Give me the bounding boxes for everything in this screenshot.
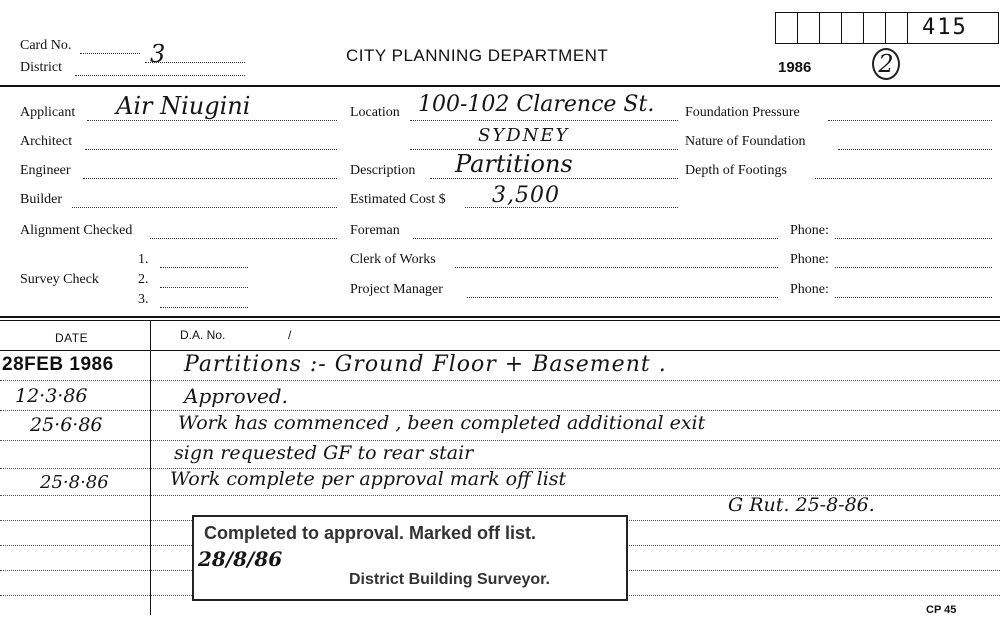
alignment-dotted-line <box>150 238 337 239</box>
log-top-divider <box>0 316 1000 318</box>
foreman-label: Foreman <box>350 223 400 238</box>
log-entry-date: 28FEB 1986 <box>2 354 114 375</box>
architect-dotted-line <box>85 149 337 150</box>
applicant-label: Applicant <box>20 105 76 120</box>
survey-check-3: 3. <box>138 292 149 307</box>
clerk-phone-label: Phone: <box>790 252 829 267</box>
engineer-dotted-line <box>83 178 337 179</box>
survey-check-1: 1. <box>138 252 149 267</box>
log-header-underline <box>0 350 1000 351</box>
pm-phone-dotted-line <box>835 297 992 298</box>
card-box-divider <box>797 12 798 43</box>
architect-label: Architect <box>20 134 73 149</box>
log-entry-text: Approved. <box>184 384 288 408</box>
survey-3-dotted-line <box>160 307 248 308</box>
description-dotted-line <box>430 178 678 179</box>
log-entry-date: 25·8·86 <box>40 472 109 493</box>
log-entry-date: 25·6·86 <box>30 414 103 436</box>
district-label: District <box>20 60 62 75</box>
form-code: CP 45 <box>926 604 957 616</box>
log-signoff: G Rut. 25-8-86. <box>728 494 875 516</box>
alignment-checked-label: Alignment Checked <box>20 223 133 238</box>
log-rule <box>0 380 1000 381</box>
builder-dotted-line <box>72 207 337 208</box>
foreman-dotted-line <box>413 238 778 239</box>
survey-check-2: 2. <box>138 272 149 287</box>
depth-of-footings-dotted-line <box>815 178 992 179</box>
stamp-line-2: District Building Surveyor. <box>349 571 550 588</box>
stamp-handwritten-date: 28/8/86 <box>198 547 283 571</box>
card-number: 415 <box>922 15 968 40</box>
foreman-phone-dotted-line <box>835 238 992 239</box>
builder-label: Builder <box>20 192 62 207</box>
depth-of-footings-label: Depth of Footings <box>685 163 787 178</box>
log-entry-text: Partitions :- Ground Floor + Basement . <box>184 352 667 377</box>
nature-of-foundation-dotted-line <box>838 149 992 150</box>
log-entry-date: 12·3·86 <box>15 385 88 407</box>
da-no-header: D.A. No. <box>180 328 226 342</box>
estimated-cost-value: 3,500 <box>492 183 560 208</box>
header-divider <box>0 85 1000 87</box>
description-value: Partitions <box>455 150 573 178</box>
log-entry-text: Work complete per approval mark off list <box>170 468 567 490</box>
card-no-underline <box>145 62 245 63</box>
project-manager-label: Project Manager <box>350 282 443 297</box>
log-rule <box>0 410 1000 411</box>
survey-2-dotted-line <box>160 287 248 288</box>
survey-check-label: Survey Check <box>20 272 99 287</box>
card-box-divider <box>885 12 886 43</box>
card-box-divider <box>841 12 842 43</box>
applicant-value: Air Niugini <box>116 92 251 120</box>
engineer-label: Engineer <box>20 163 71 178</box>
location-value: 100-102 Clarence St. <box>418 92 655 117</box>
card-no-label: Card No. <box>20 38 72 53</box>
pm-phone-label: Phone: <box>790 282 829 297</box>
year-label: 1986 <box>778 59 812 76</box>
date-column-header: DATE <box>55 331 89 345</box>
estimated-cost-label: Estimated Cost $ <box>350 192 446 207</box>
location-dotted-line <box>410 120 678 121</box>
location-value-city: SYDNEY <box>478 125 570 146</box>
foreman-phone-label: Phone: <box>790 223 829 238</box>
year-hand-circled: 2 <box>872 48 900 80</box>
foundation-pressure-dotted-line <box>828 120 992 121</box>
card-no-value: 3 <box>150 40 166 68</box>
log-rule <box>0 440 1000 441</box>
project-manager-dotted-line <box>467 297 778 298</box>
card-box-divider <box>907 12 908 43</box>
foundation-pressure-label: Foundation Pressure <box>685 105 800 120</box>
completion-stamp <box>192 515 628 601</box>
stamp-line-1: Completed to approval. Marked off list. <box>204 523 537 543</box>
department-title: CITY PLANNING DEPARTMENT <box>346 46 609 65</box>
clerk-phone-dotted-line <box>835 267 992 268</box>
card-no-dotted-line <box>80 53 140 54</box>
applicant-dotted-line <box>87 120 337 121</box>
location-label: Location <box>350 105 400 120</box>
log-entry-text: Work has commenced , been completed additional exit <box>178 412 706 434</box>
nature-of-foundation-label: Nature of Foundation <box>685 134 806 149</box>
card-box-divider <box>863 12 864 43</box>
district-dotted-line <box>75 75 245 76</box>
survey-1-dotted-line <box>160 267 248 268</box>
clerk-of-works-label: Clerk of Works <box>350 252 436 267</box>
log-entry-text: sign requested GF to rear stair <box>174 442 474 464</box>
da-no-slash: / <box>288 328 292 342</box>
card-box-divider <box>819 12 820 43</box>
description-label: Description <box>350 163 416 178</box>
clerk-of-works-dotted-line <box>455 267 778 268</box>
